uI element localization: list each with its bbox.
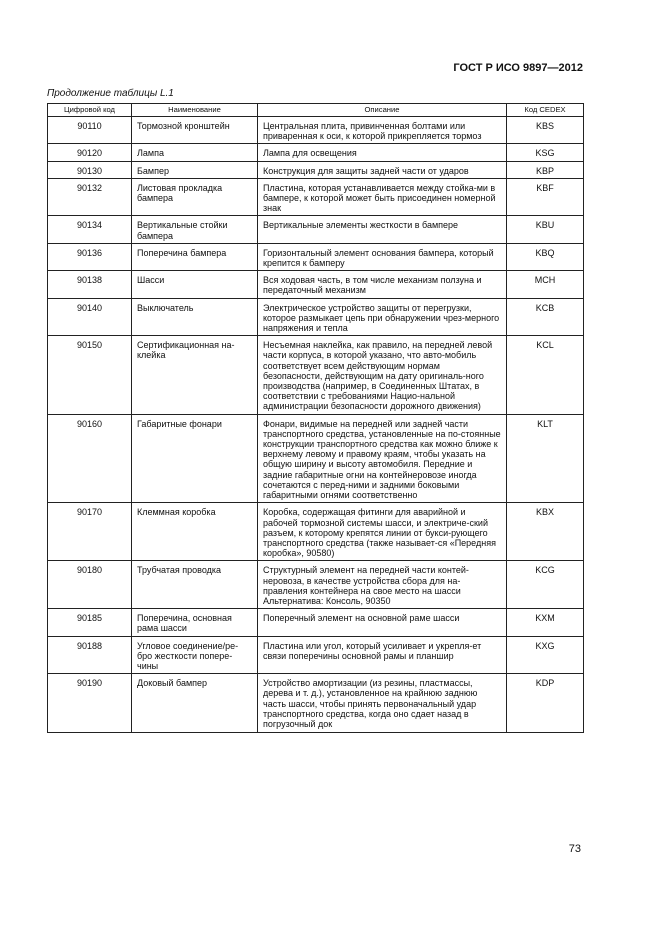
table-row: [48, 298, 584, 336]
table-row: [48, 636, 584, 674]
cell-cedex: KCG: [507, 561, 584, 609]
cell-description: Вертикальные элементы жесткости в бампере: [258, 216, 507, 243]
cell-name: Доковый бампер: [132, 674, 258, 733]
cell-name: Трубчатая проводка: [132, 561, 258, 609]
table-row: [48, 144, 584, 161]
cell-description: Вся ходовая часть, в том числе механизм ползуна и передаточный механизм: [258, 271, 507, 298]
cell-code: 90185: [48, 609, 132, 636]
cell-description: Электрическое устройство защиты от перегрузки, которое размыкает цепь при обнаружении чрез-мерного напряжения и тепла: [258, 298, 507, 336]
column-header-name: Наименование: [132, 104, 258, 117]
cell-name: Поперечина бампера: [132, 243, 258, 270]
cell-code: 90170: [48, 503, 132, 561]
table-row: [48, 271, 584, 298]
table-row: [48, 609, 584, 636]
cell-name: Бампер: [132, 161, 258, 178]
table-row: [48, 216, 584, 243]
cell-description: Коробка, содержащая фитинги для аварийной и рабочей тормозной системы шасси, и электриче-ский разъем, к которому крепятся линии от букси-рующего транспортного средства (также называет-ся «Передняя коробка», 90580): [258, 503, 507, 561]
column-header-description: Описание: [258, 104, 507, 117]
table-row: [48, 503, 584, 561]
cell-name: Габаритные фонари: [132, 414, 258, 503]
table-row: [48, 674, 584, 733]
cell-name: Сертификационная на-клейка: [132, 336, 258, 414]
table-row: [48, 178, 584, 216]
cell-cedex: KBX: [507, 503, 584, 561]
cell-cedex: KBS: [507, 117, 584, 144]
cell-code: 90132: [48, 178, 132, 216]
cell-code: 90160: [48, 414, 132, 503]
cell-cedex: KXG: [507, 636, 584, 674]
cell-cedex: KCB: [507, 298, 584, 336]
cell-cedex: KXM: [507, 609, 584, 636]
cell-name: Выключатель: [132, 298, 258, 336]
cell-code: 90180: [48, 561, 132, 609]
cell-code: 90130: [48, 161, 132, 178]
cell-description: Лампа для освещения: [258, 144, 507, 161]
cell-cedex: KDP: [507, 674, 584, 733]
cell-description: Конструкция для защиты задней части от ударов: [258, 161, 507, 178]
table-caption: Продолжение таблицы L.1: [47, 88, 174, 99]
cell-name: Лампа: [132, 144, 258, 161]
table-row: [48, 161, 584, 178]
cell-code: 90188: [48, 636, 132, 674]
standard-designation: ГОСТ Р ИСО 9897—2012: [453, 62, 583, 74]
cell-code: 90190: [48, 674, 132, 733]
cell-code: 90136: [48, 243, 132, 270]
table-row: [48, 243, 584, 270]
table-row: [48, 117, 584, 144]
cell-description: Структурный элемент на передней части контей-неровоза, в качестве устройства сбора для на-правления контейнера на свое место на шасси Альтернатива: Консоль, 90350: [258, 561, 507, 609]
cell-cedex: KCL: [507, 336, 584, 414]
cell-name: Поперечина, основная рама шасси: [132, 609, 258, 636]
cell-description: Поперечный элемент на основной раме шасси: [258, 609, 507, 636]
cell-description: Пластина или угол, который усиливает и укрепля-ет связи поперечины основной рамы и планшир: [258, 636, 507, 674]
cell-code: 90120: [48, 144, 132, 161]
cell-cedex: MCH: [507, 271, 584, 298]
cell-cedex: KBU: [507, 216, 584, 243]
table-row: [48, 561, 584, 609]
cell-code: 90110: [48, 117, 132, 144]
cell-description: Пластина, которая устанавливается между стойка-ми в бампере, к которой может быть присоединен номерной знак: [258, 178, 507, 216]
cell-code: 90140: [48, 298, 132, 336]
table-row: [48, 336, 584, 414]
cell-description: Несъемная наклейка, как правило, на передней левой части корпуса, в которой указано, что авто-мобиль соответствует всем действующим нормам безопасности, действующим на дату оригиналь-ного производства (например, в Соединенных Штатах, в соответствии с требованиями Нацио-нальной администрации безопасности дорожного движения): [258, 336, 507, 414]
table-row: [48, 414, 584, 503]
cell-description: Устройство амортизации (из резины, пластмассы, дерева и т. д.), установленное на крайнюю заднюю часть шасси, чтобы принять первоначальный удар транспортного средства, когда оно сдает назад в погрузочный док: [258, 674, 507, 733]
table-header-row: [48, 104, 584, 117]
cell-cedex: KLT: [507, 414, 584, 503]
cell-description: Фонари, видимые на передней или задней части транспортного средства, установленные на по-стоянные конструкции транспортного средства как можно ближе к верхнему левому и правому краям, чтобы указать на общую ширину и высоту автомобиля. Передние и задние габаритные огни на контейнеровозе иногда сочетаются с перед-ними и задними боковыми габаритными огнями соответственно: [258, 414, 507, 503]
cell-name: Листовая прокладка бампера: [132, 178, 258, 216]
page-number: 73: [568, 843, 581, 855]
cell-cedex: KBQ: [507, 243, 584, 270]
cell-name: Тормозной кронштейн: [132, 117, 258, 144]
cell-code: 90134: [48, 216, 132, 243]
cell-code: 90138: [48, 271, 132, 298]
cell-name: Вертикальные стойки бампера: [132, 216, 258, 243]
cell-description: Горизонтальный элемент основания бампера, который крепится к бамперу: [258, 243, 507, 270]
table-body: [48, 117, 584, 733]
cell-cedex: KSG: [507, 144, 584, 161]
cell-code: 90150: [48, 336, 132, 414]
column-header-code: Цифровой код: [48, 104, 132, 117]
cell-name: Угловое соединение/ре-бро жесткости попере-чины: [132, 636, 258, 674]
cell-description: Центральная плита, привинченная болтами или приваренная к оси, к которой прикрепляется тормоз: [258, 117, 507, 144]
cell-cedex: KBP: [507, 161, 584, 178]
cell-name: Шасси: [132, 271, 258, 298]
cell-cedex: KBF: [507, 178, 584, 216]
data-table: [47, 103, 584, 733]
cell-name: Клеммная коробка: [132, 503, 258, 561]
column-header-cedex: Код CEDEX: [507, 104, 584, 117]
